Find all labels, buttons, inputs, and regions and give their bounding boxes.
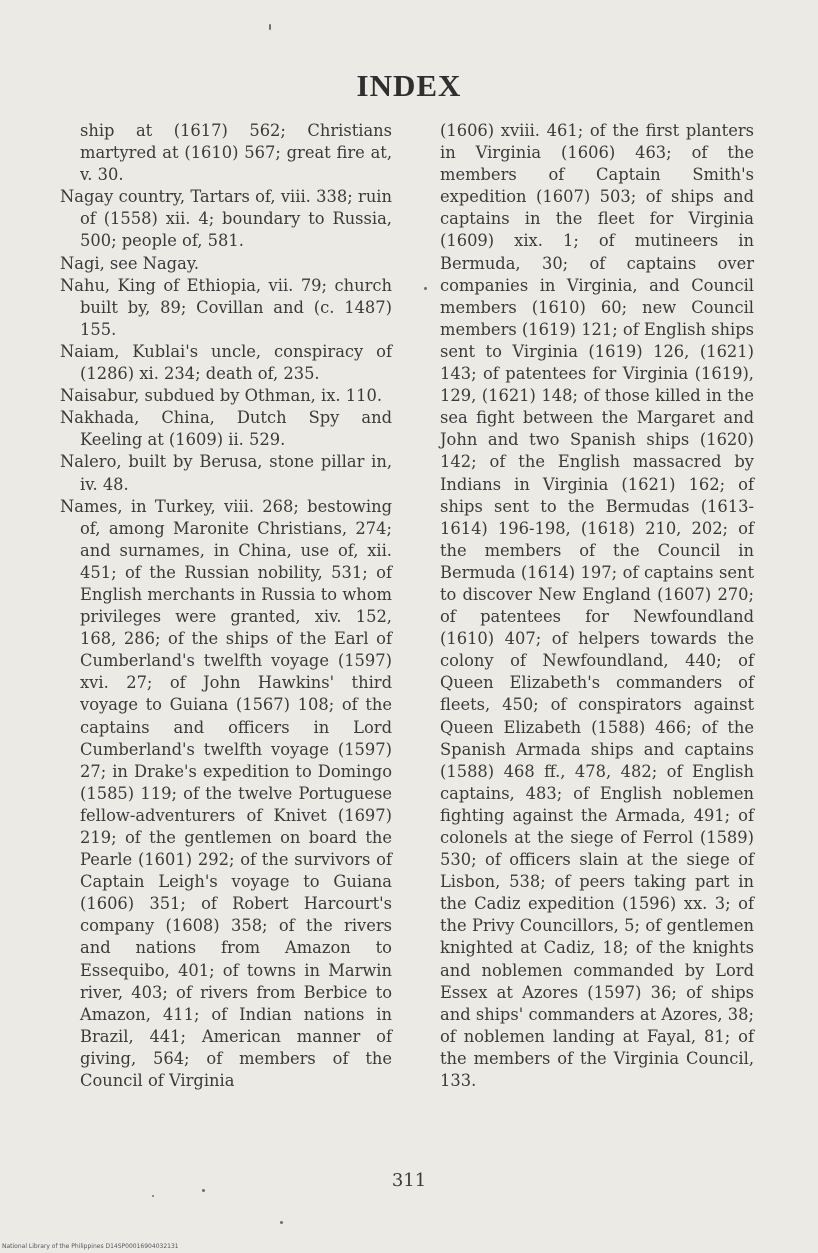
index-entry: Nakhada, China, Dutch Spy and Keeling at (1609) ii. 529. <box>60 408 392 450</box>
scan-speck <box>152 1195 154 1197</box>
index-column-right <box>434 120 754 1092</box>
index-entry: Nalero, built by Berusa, stone pillar in, iv. 48. <box>60 452 392 494</box>
page-number: 311 <box>391 1170 427 1191</box>
scan-speck <box>280 1221 283 1224</box>
index-entry: Nagay country, Tartars of, viii. 338; ruin of (1558) xii. 4; boundary to Russia, 500; people of, 581. <box>60 187 392 251</box>
index-entry: (1606) xviii. 461; of the first planters in Virginia (1606) 463; of the members of Captain Smith's expedition (1607) 503; of ships and captains in the fleet for Virginia (1609) xix. 1; of mutineers in Bermuda, 30; of captains over companies in Virginia, and Council members (1610) 60; new Council members (1619) 121; of English ships sent to Virginia (1619) 126, (1621) 143; of patentees for Virginia (1619), 129, (1621) 148; of those killed in the sea fight between the Margaret and John and two Spanish ships (1620) 142; of the English massacred by Indians in Virginia (1621) 162; of ships sent to the Bermudas (1613-1614) 196-198, (1618) 210, 202; of the members of the Council in Bermuda (1614) 197; of captains sent to discover New England (1607) 270; of patentees for Newfoundland (1610) 407; of helpers towards the colony of Newfoundland, 440; of Queen Elizabeth's commanders of fleets, 450; of conspirators against Queen Elizabeth (1588) 466; of the Spanish Armada ships and captains (1588) 468 ff., 478, 482; of English captains, 483; of English noblemen fighting against the Armada, 491; of colonels at the siege of Ferrol (1589) 530; of officers slain at the siege of Lisbon, 538; of peers taking part in the Cadiz expedition (1596) xx. 3; of the Privy Councillors, 5; of gentlemen knighted at Cadiz, 18; of the knights and noblemen commanded by Lord Essex at Azores (1597) 36; of ships and ships' commanders at Azores, 38; of noblemen landing at Fayal, 81; of the members of the Virginia Council, 133. <box>440 121 754 1091</box>
index-entry: Naisabur, subdued by Othman, ix. 110. <box>60 386 383 406</box>
index-entry: Names, in Turkey, viii. 268; bestowing of, among Maronite Christians, 274; and surnames, in China, use of, xii. 451; of the Russian nobility, 531; of English merchants in Russia to whom privileges were granted, xiv. 152, 168, 286; of the ships of the Earl of Cumberland's twelfth voyage (1597) xvi. 27; of John Hawkins' third voyage to Guiana (1567) 108; of the captains and officers in Lord Cumberland's twelfth voyage (1597) 27; in Drake's expedition to Domingo (1585) 119; of the twelve Portuguese fellow-adventurers of Knivet (1697) 219; of the gentlemen on board the Pearle (1601) 292; of the survivors of Captain Leigh's voyage to Guiana (1606) 351; of Robert Harcourt's company (1608) 358; of the rivers and nations from Amazon to Essequibo, 401; of towns in Marwin river, 403; of rivers from Berbice to Amazon, 411; of Indian nations in Brazil, 441; American manner of giving, 564; of members of the Council of Virginia <box>60 496 392 1091</box>
index-column-left <box>60 120 392 1092</box>
index-entry: Nahu, King of Ethiopia, vii. 79; church built by, 89; Covillan and (c. 1487) 155. <box>60 275 392 339</box>
scan-speck <box>269 24 271 30</box>
index-entry: ship at (1617) 562; Christians martyred at (1610) 567; great fire at, v. 30. <box>80 121 392 185</box>
scan-speck <box>202 1189 205 1192</box>
index-entry: Nagi, see Nagay. <box>60 253 200 273</box>
index-entry: Naiam, Kublai's uncle, conspiracy of (1286) xi. 234; death of, 235. <box>60 341 392 384</box>
scan-speck <box>424 287 427 290</box>
page-title: INDEX <box>356 68 462 103</box>
scan-footer: National Library of the Philippines D14SP00016904032131 <box>2 1243 179 1250</box>
